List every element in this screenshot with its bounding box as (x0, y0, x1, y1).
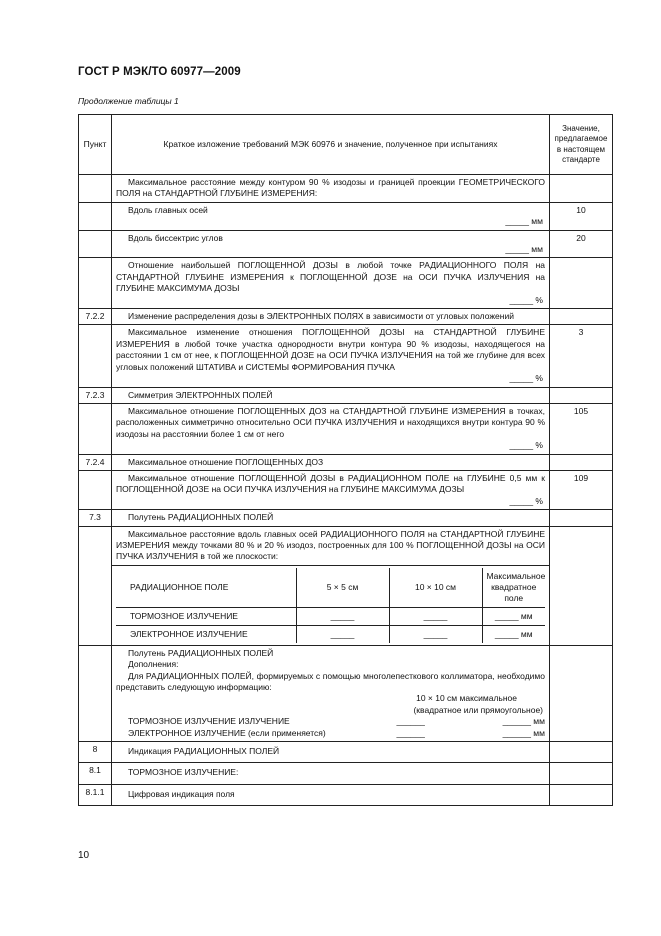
requirement-cell (112, 325, 550, 387)
requirement-text: Полутень РАДИАЦИОННЫХ ПОЛЕЙ (128, 512, 274, 523)
requirement-cell (112, 387, 550, 403)
unit-blank: _____ % (509, 440, 543, 451)
subtable-cell: _____ (389, 625, 482, 643)
table-continuation-caption: Продолжение таблицы 1 (78, 96, 179, 106)
requirement-cell (112, 258, 550, 309)
requirement-text: Максимальное расстояние между контуром 90 % изодозы и границей проекции ГЕОМЕТРИЧЕСКОГО ПОЛЯ на СТАНДАРТНОЙ ГЛУБИНЕ ИЗМЕРЕНИЯ: (116, 177, 545, 199)
subtable-header-field: РАДИАЦИОННОЕ ПОЛЕ (116, 568, 296, 608)
item-cell (79, 202, 112, 230)
requirements-table (78, 114, 613, 806)
addendum-line-label: ЭЛЕКТРОННОЕ ИЗЛУЧЕНИЕ (если применяется) (128, 727, 326, 738)
item-cell (79, 258, 112, 309)
value-cell (550, 645, 613, 741)
unit-blank: _____ % (509, 373, 543, 384)
item-cell (79, 645, 112, 741)
value-cell (550, 309, 613, 325)
penumbra-subtable (116, 568, 545, 643)
page-number: 10 (78, 850, 90, 861)
table-row (79, 784, 613, 805)
subtable-header-row (116, 568, 545, 608)
value-cell (550, 526, 613, 565)
unit-blank: _____ мм (505, 244, 543, 255)
item-cell: 8.1 (79, 763, 112, 784)
requirement-cell (112, 763, 550, 784)
requirement-text: Максимальное отношение ПОГЛОЩЕННЫХ ДОЗ (128, 456, 324, 467)
table-row (79, 763, 613, 784)
addendum-line-blank: ______ мм (502, 716, 545, 727)
value-cell (550, 387, 613, 403)
requirement-text: Максимальное расстояние вдоль главных осей РАДИАЦИОННОГО ПОЛЯ на СТАНДАРТНОЙ ГЛУБИНЕ ИЗМЕРЕНИЯ между точками 80 % и 20 % изодоз, построенных для 100 % ПОГЛОЩЕННОЙ ДОЗЫ на ОСИ ПУЧКА ИЗЛУЧЕНИЯ в той же плоскости: (116, 528, 545, 562)
table-row (79, 470, 613, 509)
table-row (79, 202, 613, 230)
addendum-label: Дополнения: (128, 659, 179, 670)
table-row (79, 387, 613, 403)
addendum-line-blank: ______ мм (502, 727, 545, 738)
addendum-col-b: (квадратное или прямоугольное) (413, 704, 543, 715)
value-cell (550, 454, 613, 470)
table-row (79, 526, 613, 565)
item-cell (79, 175, 112, 203)
item-cell: 7.2.4 (79, 454, 112, 470)
item-cell (79, 325, 112, 387)
addendum-line-blank: ______ (396, 727, 425, 738)
addendum-title: Полутень РАДИАЦИОННЫХ ПОЛЕЙ (128, 647, 274, 658)
subtable-row (116, 607, 545, 625)
subtable-header-10x10: 10 × 10 см (389, 568, 482, 608)
table-row (79, 454, 613, 470)
subtable-row (116, 625, 545, 643)
item-cell: 8.1.1 (79, 784, 112, 805)
unit-blank: _____ % (509, 294, 543, 305)
value-cell (550, 784, 613, 805)
requirement-cell (112, 454, 550, 470)
table-row (79, 258, 613, 309)
document-header: ГОСТ Р МЭК/ТО 60977—2009 (78, 66, 241, 78)
table-row (79, 645, 613, 741)
requirement-text: ТОРМОЗНОЕ ИЗЛУЧЕНИЕ: (128, 767, 239, 778)
table-row (79, 175, 613, 203)
table-row (79, 230, 613, 258)
subtable-row-label: ТОРМОЗНОЕ ИЗЛУЧЕНИЕ (116, 607, 296, 625)
subtable-row-label: ЭЛЕКТРОННОЕ ИЗЛУЧЕНИЕ (116, 625, 296, 643)
value-cell (550, 510, 613, 526)
requirement-text: Вдоль главных осей (128, 204, 208, 215)
requirement-cell (112, 202, 550, 230)
requirement-text: Максимальное отношение ПОГЛОЩЕННЫХ ДОЗ на СТАНДАРТНОЙ ГЛУБИНЕ ИЗМЕРЕНИЯ в точках, расположенных симметрично относительно ОСИ ПУЧКА ИЗЛУЧЕНИЯ и находящихся внутри контура 90 % изодозы на расстоянии более 1 см от него (116, 405, 545, 439)
header-item: Пункт (79, 115, 112, 175)
requirement-text: Отношение наибольшей ПОГЛОЩЕННОЙ ДОЗЫ в любой точке РАДИАЦИОННОГО ПОЛЯ на СТАНДАРТНОЙ ГЛУБИНЕ ИЗМЕРЕНИЯ к ПОГЛОЩЕННОЙ ДОЗЕ на ОСИ ПУЧКА ИЗЛУЧЕНИЯ на ГЛУБИНЕ МАКСИМУМА ДОЗЫ (116, 260, 545, 294)
table-row (79, 510, 613, 526)
item-cell: 7.2.2 (79, 309, 112, 325)
requirement-cell (112, 470, 550, 509)
subtable-header-5x5: 5 × 5 см (296, 568, 389, 608)
value-cell (550, 763, 613, 784)
addendum-line (116, 716, 545, 727)
table-row (79, 403, 613, 454)
requirement-text: Изменение распределения дозы в ЭЛЕКТРОННЫХ ПОЛЯХ в зависимости от угловых положений (128, 311, 514, 322)
item-cell: 8 (79, 742, 112, 763)
value-cell: 10 (550, 202, 613, 230)
addendum-text: Для РАДИАЦИОННЫХ ПОЛЕЙ, формируемых с помощью многолепесткового коллиматора, необходимо представить следующую информацию: (116, 670, 545, 692)
item-cell (79, 470, 112, 509)
subtable-header-max: Максимальное квадратное поле (482, 568, 545, 608)
value-cell: 3 (550, 325, 613, 387)
requirement-cell (112, 230, 550, 258)
requirement-text: Индикация РАДИАЦИОННЫХ ПОЛЕЙ (128, 746, 280, 757)
requirement-cell (112, 403, 550, 454)
table-row (79, 565, 613, 645)
value-cell: 20 (550, 230, 613, 258)
subtable-cell: _____ (296, 607, 389, 625)
item-cell: 7.3 (79, 510, 112, 526)
subtable-cell: _____ (389, 607, 482, 625)
table-row (79, 325, 613, 387)
addendum-line-label: ТОРМОЗНОЕ ИЗЛУЧЕНИЕ ИЗЛУЧЕНИЕ (128, 716, 290, 727)
subtable-cell: _____ мм (482, 625, 545, 643)
value-cell (550, 258, 613, 309)
subtable-cell: _____ мм (482, 607, 545, 625)
value-cell (550, 175, 613, 203)
requirement-cell (112, 526, 550, 565)
table-header-row (79, 115, 613, 175)
item-cell (79, 565, 112, 645)
table-row (79, 309, 613, 325)
subtable-cell: _____ (296, 625, 389, 643)
penumbra-subtable-cell (112, 565, 550, 645)
value-cell: 109 (550, 470, 613, 509)
value-cell (550, 565, 613, 645)
addendum-line-blank: ______ (396, 716, 425, 727)
addendum-col-a: 10 × 10 см максимальное (416, 693, 517, 704)
requirement-cell (112, 742, 550, 763)
requirement-cell (112, 309, 550, 325)
item-cell (79, 230, 112, 258)
table-row (79, 742, 613, 763)
addendum-line (116, 728, 545, 739)
header-value: Значение, предлагаемое в настоящем стандарте (550, 115, 613, 175)
requirement-text: Максимальное отношение ПОГЛОЩЕННОЙ ДОЗЫ в РАДИАЦИОННОМ ПОЛЕ на ГЛУБИНЕ 0,5 мм к ПОГЛОЩЕННОЙ ДОЗЕ на ОСИ ПУЧКА ИЗЛУЧЕНИЯ на ГЛУБИНЕ МАКСИМУМА ДОЗЫ (116, 472, 545, 495)
item-cell (79, 526, 112, 565)
item-cell (79, 403, 112, 454)
unit-blank: _____ % (509, 495, 543, 506)
requirement-text: Симметрия ЭЛЕКТРОННЫХ ПОЛЕЙ (128, 389, 273, 400)
requirement-cell (112, 784, 550, 805)
requirement-cell (112, 645, 550, 741)
requirement-text: Вдоль биссектрис углов (128, 232, 223, 243)
value-cell (550, 742, 613, 763)
value-cell: 105 (550, 403, 613, 454)
requirement-text: Максимальное изменение отношения ПОГЛОЩЕННОЙ ДОЗЫ на СТАНДАРТНОЙ ГЛУБИНЕ ИЗМЕРЕНИЯ в любой точке участка однородности внутри контура 90 % изодозы, находящегося на расстоянии 1 см от нее, к ПОГЛОЩЕННОЙ ДОЗЕ на ОСИ ПУЧКА ИЗЛУЧЕНИЯ на той же глубине для всех угловых положений ШТАТИВА и СИСТЕМЫ ФОРМИРОВАНИЯ ПУЧКА (116, 327, 545, 372)
requirement-cell (112, 175, 550, 203)
header-requirement: Краткое изложение требований МЭК 60976 и значение, полученное при испытаниях (112, 115, 550, 175)
item-cell: 7.2.3 (79, 387, 112, 403)
requirement-cell (112, 510, 550, 526)
unit-blank: _____ мм (505, 216, 543, 227)
requirement-text: Цифровая индикация поля (128, 788, 235, 799)
